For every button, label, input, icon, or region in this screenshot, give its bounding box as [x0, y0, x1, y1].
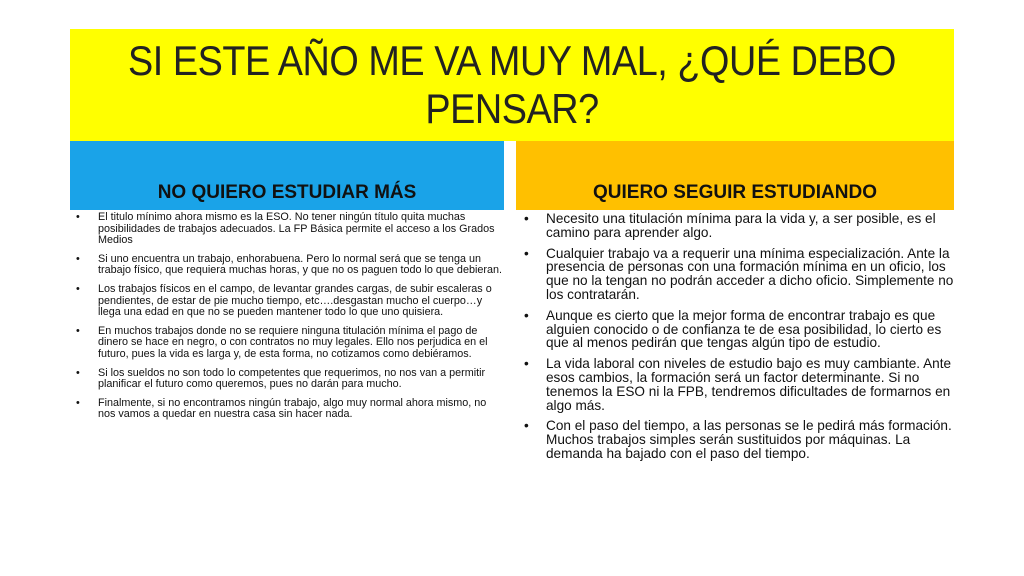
right-item-text: Aunque es cierto que la mejor forma de encontrar trabajo es que alguien conocido o de confianza te de esa posibilidad, lo cierto es que al menos pedirán que tengas algún tipo de estudio.	[546, 307, 942, 351]
bullet-icon: •	[76, 324, 80, 337]
left-list-item	[76, 326, 506, 361]
bullet-icon: •	[76, 396, 80, 409]
left-list-item	[76, 254, 506, 277]
left-item-text: En muchos trabajos donde no se requiere ninguna titulación mínima el pago de dinero se hace en negro, o con contratos no muy legales. Ello nos perjudica en el futuro, pues la vida es larga y, de esta forma, no cotizamos como debiéramos.	[98, 324, 488, 360]
right-list-item	[524, 419, 954, 460]
bullet-icon: •	[76, 282, 80, 295]
slide-title: SI ESTE AÑO ME VA MUY MAL, ¿QUÉ DEBO PENSAR?	[127, 37, 896, 132]
right-list-item	[524, 247, 954, 302]
right-item-text: Cualquier trabajo va a requerir una mínima especialización. Ante la presencia de personas con una formación mínima en un oficio, los que no la tengan no podrán acceder a dicho oficio. Simplemente no los contratarán.	[546, 245, 954, 302]
left-list-item	[76, 398, 506, 421]
bullet-icon: •	[524, 211, 529, 226]
left-item-text: Los trabajos físicos en el campo, de levantar grandes cargas, de subir escaleras o pendientes, de estar de pie mucho tiempo, etc….desgastan mucho el cuerpo…y llega una edad en que no se pueden mantener todo lo que uno quisiera.	[98, 282, 492, 319]
left-column-header	[70, 141, 504, 210]
right-list-item	[524, 357, 954, 412]
right-column-title: QUIERO SEGUIR ESTUDIANDO	[593, 182, 877, 203]
right-item-text: Con el paso del tiempo, a las personas se le pedirá más formación. Muchos trabajos simples serán sustituidos por máquinas. La demanda ha bajado con el paso del tiempo.	[546, 418, 952, 461]
bullet-icon: •	[524, 307, 529, 323]
right-item-text: Necesito una titulación mínima para la vida y, a ser posible, es el camino para aprender algo.	[546, 211, 936, 240]
bullet-icon: •	[524, 418, 529, 434]
right-bullet-list	[524, 212, 954, 468]
left-bullet-list	[76, 212, 506, 428]
left-item-text: Finalmente, si no encontramos ningún trabajo, algo muy normal ahora mismo, no nos vamos a quedar en nuestra casa sin hacer nada.	[98, 396, 487, 421]
bullet-icon: •	[76, 252, 80, 265]
left-item-text: Si uno encuentra un trabajo, enhorabuena. Pero lo normal será que se tenga un trabajo físico, que requiera muchas horas, y que no os paguen todo lo que debieran.	[98, 252, 502, 277]
left-item-text: Si los sueldos no son todo lo competentes que requerimos, no nos van a permitir planificar el futuro como queremos, pues no darán para mucho.	[98, 366, 486, 391]
right-column-header	[516, 141, 954, 210]
right-list-item	[524, 212, 954, 240]
left-item-text: El titulo mínimo ahora mismo es la ESO. No tener ningún título quita muchas posibilidades de trabajos adecuados. La FP Básica permite el acceso a los Grados Medios	[98, 211, 495, 247]
bullet-icon: •	[524, 356, 529, 372]
bullet-icon: •	[76, 211, 80, 223]
bullet-icon: •	[524, 245, 529, 261]
left-list-item	[76, 284, 506, 319]
bullet-icon: •	[76, 366, 80, 379]
left-column-title: NO QUIERO ESTUDIAR MÁS	[157, 182, 417, 203]
right-item-text: La vida laboral con niveles de estudio bajo es muy cambiante. Ante esos cambios, la formación será un factor determinante. Si no tenemos la ESO ni la FPB, tendremos dificultades de formarnos en algo más.	[546, 356, 952, 413]
left-list-item	[76, 368, 506, 391]
right-list-item	[524, 309, 954, 350]
left-list-item	[76, 212, 506, 247]
title-band	[70, 29, 954, 141]
